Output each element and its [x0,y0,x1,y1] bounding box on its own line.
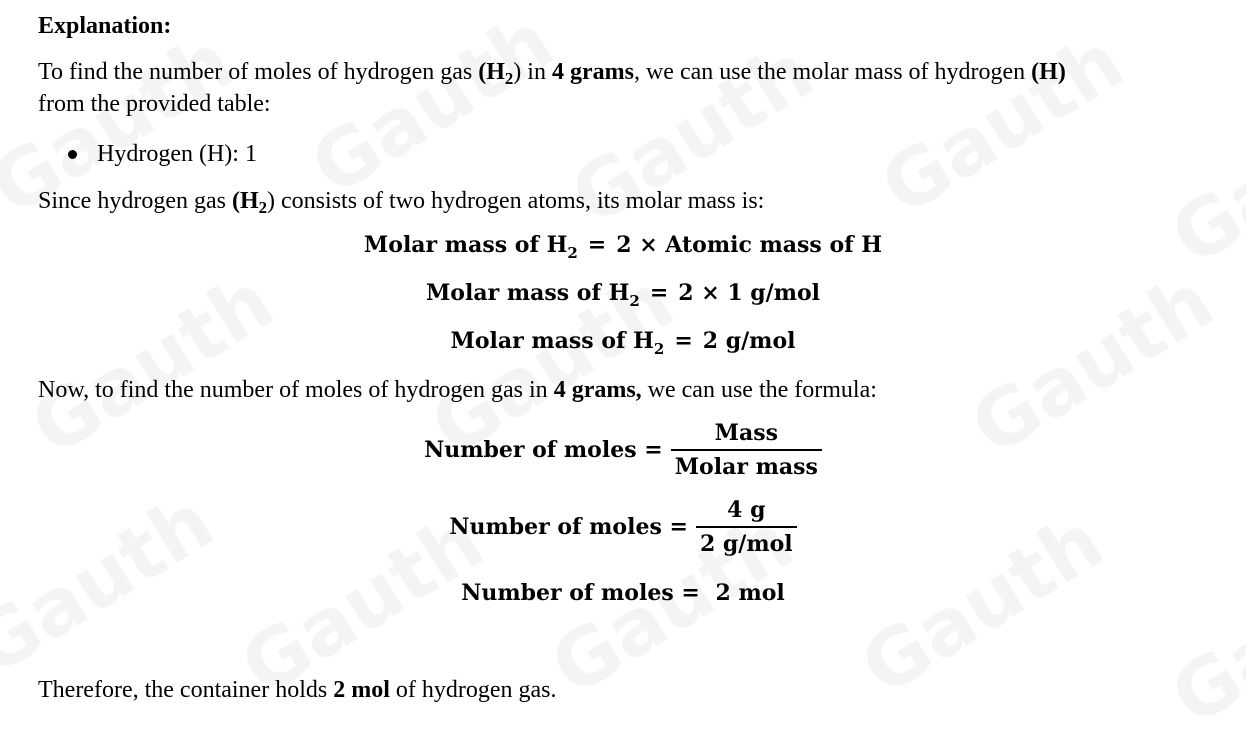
conclusion-line [38,676,557,704]
equals-sign: = [674,328,693,354]
eq-lhs: Molar mass of H [450,328,654,354]
intro-line-2: from the provided table: [38,91,271,117]
moles-equation-1 [0,420,1246,480]
eq-sub: 2 [629,292,640,310]
formula-open: (H [478,59,505,85]
intro-text: in [521,59,552,85]
molar-equation-1 [0,232,1246,262]
denominator: 2 g/mol [696,526,797,557]
formula-close: ) [267,188,276,214]
eq-rhs: 2 g/mol [702,328,796,354]
eq-lhs: Number of moles = [449,514,688,540]
since-line [38,187,764,222]
since-text: consists of two hydrogen atoms, its molar mass is: [275,188,765,214]
bold-amount: 4 grams [551,59,634,85]
watermark [1156,527,1246,743]
watermark [296,0,568,213]
denominator: Molar mass [671,449,822,480]
bold-element: (H) [1031,59,1066,85]
eq-sub: 2 [653,340,665,358]
eq-lhs: Molar mass of H [363,232,568,258]
molar-equation-3 [0,328,1246,358]
moles-equation-3 [0,580,1246,606]
numerator: Mass [714,420,778,446]
eq-lhs: Molar mass of H [425,280,630,306]
heading: Explanation: [38,13,172,39]
intro-text: To find the number of moles of hydrogen gas [38,59,479,85]
now-line [38,376,877,404]
since-text: Since hydrogen gas [38,188,232,214]
formula-close: ) [513,59,522,85]
eq-rhs: 2 × 1 g/mol [678,280,821,306]
now-text: we can use the formula: [641,377,877,403]
intro-text: , we can use the molar mass of hydrogen [633,59,1032,85]
eq-rhs: 2 × Atomic mass of H [616,232,883,258]
bullet-icon [68,150,77,159]
intro-line-1 [38,58,1066,93]
now-text: Now, to find the number of moles of hydrogen gas in [38,377,554,403]
watermark [866,17,1138,234]
bold-amount: 4 grams, [553,377,642,403]
conclusion-text: of hydrogen gas. [389,677,557,703]
fraction [671,420,822,480]
fraction [696,497,797,557]
eq-sub: 2 [567,244,578,262]
equals-sign: = [649,280,669,306]
molar-equation-2 [0,280,1246,310]
numerator: 4 g [727,497,766,523]
h2-formula [231,188,268,218]
bold-result: 2 mol [333,677,390,703]
formula-sub: 2 [504,69,514,89]
moles-equation-2 [0,497,1246,557]
eq-rhs: 2 mol [715,580,785,606]
equals-sign: = [587,232,607,258]
formula-open: (H [231,188,259,214]
eq-lhs: Number of moles = [424,437,663,463]
eq-lhs: Number of moles = [461,580,700,606]
h2-formula [478,59,514,89]
bullet-item: Hydrogen (H): 1 [97,141,257,167]
conclusion-text: Therefore, the container holds [38,677,334,703]
formula-sub: 2 [258,198,268,218]
